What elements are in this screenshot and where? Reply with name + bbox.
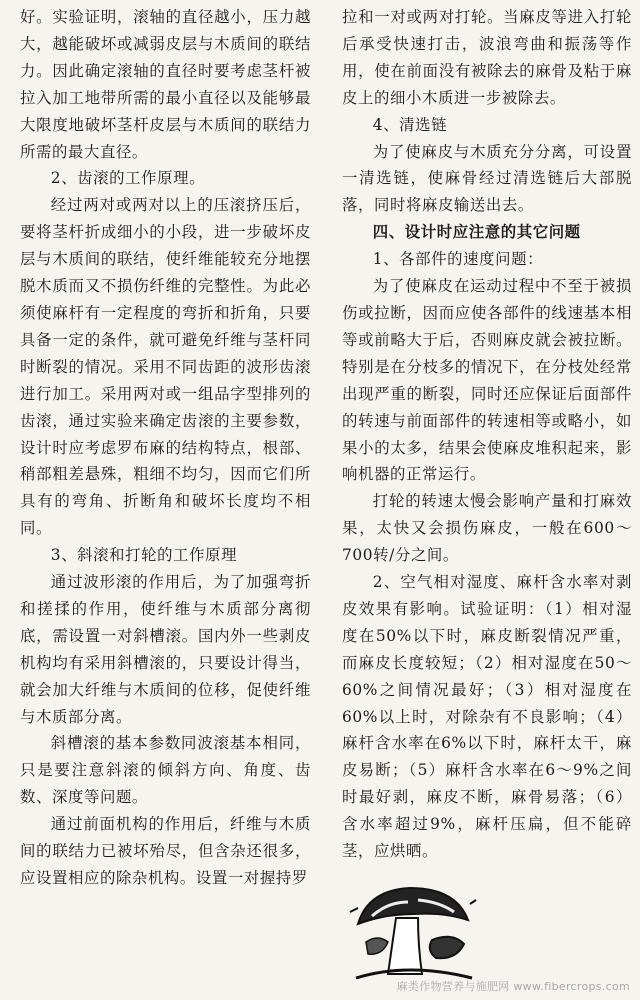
- paragraph: 通过前面机构的作用后，纤维与木质间的联结力已被坏殆尽，但含杂还很多，应设置相应的除杂机构。设置一对握持罗: [20, 815, 311, 887]
- paragraph: 通过波形滚的作用后，为了加强弯折和搓揉的作用，使纤维与木质部分离彻底，需设置一对斜槽滚。国内外一些剥皮机构均有采用斜槽滚的，只要设计得当，就会加大纤维与木质间的位移，促使纤维与木质部分离。: [20, 573, 311, 726]
- right-column: [342, 4, 632, 865]
- mushroom-illustration-icon: [348, 882, 478, 988]
- subsection-heading: 3、斜滚和打轮的工作原理: [50, 546, 238, 565]
- subsection-heading: 4、清选链: [372, 115, 448, 134]
- paragraph: 斜槽滚的基本参数同波滚基本相同，只是要注意斜滚的倾斜方向、角度、齿数、深度等问题。: [20, 734, 311, 807]
- subsection-heading: 1、各部件的速度问题：: [372, 250, 544, 269]
- paragraph: 为了使麻皮在运动过程中不至于被损伤或拉断，因而应使各部件的线速基本相等或前略大于后，否则麻皮就会被拉断。特别是在分枝多的情况下，在分枝处经常出现严重的断裂，同时还应保证后面部件的转速与前面部件的转速相等或略小，如果小的太多，结果会使麻皮堆积起来，影响机器的正常运行。: [342, 277, 632, 484]
- section-heading: 四、设计时应注意的其它问题: [372, 223, 581, 242]
- watermark: 麻类作物营养与施肥网 www.fibercrops.com: [396, 980, 630, 993]
- paragraph: 好。实验证明，滚轴的直径越小，压力越大，越能破坏或减弱皮层与木质间的联结力。因此确定滚轴的直径时要考虑茎杆被拉入加工地带所需的最小直径以及能够最大限度地破坏茎杆皮层与木质间的联结力所需的最大直径。: [20, 8, 311, 161]
- paragraph: 经过两对或两对以上的压滚挤压后，要将茎杆折成细小的小段，进一步破坏皮层与木质间的联结，使纤维能较充分地摆脱木质而又不损伤纤维的完整性。为此必须使麻杆有一定程度的弯折和折角，只要具备一定的条件，就可避免纤维与茎杆同时断裂的情况。采用不同齿距的波形齿滚进行加工。采用两对或一组品字型排列的齿滚，通过实验来确定齿滚的主要参数，设计时应考虑罗布麻的结构特点，根部、稍部粗差悬殊，粗细不均匀，因而它们所具有的弯角、折断角和破坏长度均不相同。: [20, 196, 311, 538]
- paragraph: 拉和一对或两对打轮。当麻皮等进入打轮后承受快速打击，波浪弯曲和振荡等作用，使在前面没有被除去的麻骨及粘于麻皮上的细小木质进一步被除去。: [342, 8, 632, 107]
- left-column: [20, 4, 311, 892]
- subsection-heading: 2、齿滚的工作原理。: [50, 169, 206, 188]
- paragraph: 为了使麻皮与木质充分分离，可设置一清选链，使麻骨经过清选链后大部脱落，同时将麻皮输送出去。: [342, 142, 632, 215]
- paragraph: 2、空气相对湿度、麻杆含水率对剥皮效果有影响。试验证明：（1）相对湿度在50%以下时，麻皮断裂情况严重，而麻皮长度较短；（2）相对湿度在50～60%之间情况最好；（3）相对湿度在60%以上时，对除杂有不良影响；（4）麻杆含水率在6%以下时，麻杆太干，麻皮易断；（5）麻杆含水率在6～9%之间时最好剥，麻皮不断，麻骨易落；（6）含水率超过9%，麻杆压扁，但不能碎茎，应烘晒。: [342, 573, 632, 861]
- paragraph: 打轮的转速太慢会影响产量和打麻效果，太快又会损伤麻皮，一般在600～700转/分之间。: [342, 492, 632, 565]
